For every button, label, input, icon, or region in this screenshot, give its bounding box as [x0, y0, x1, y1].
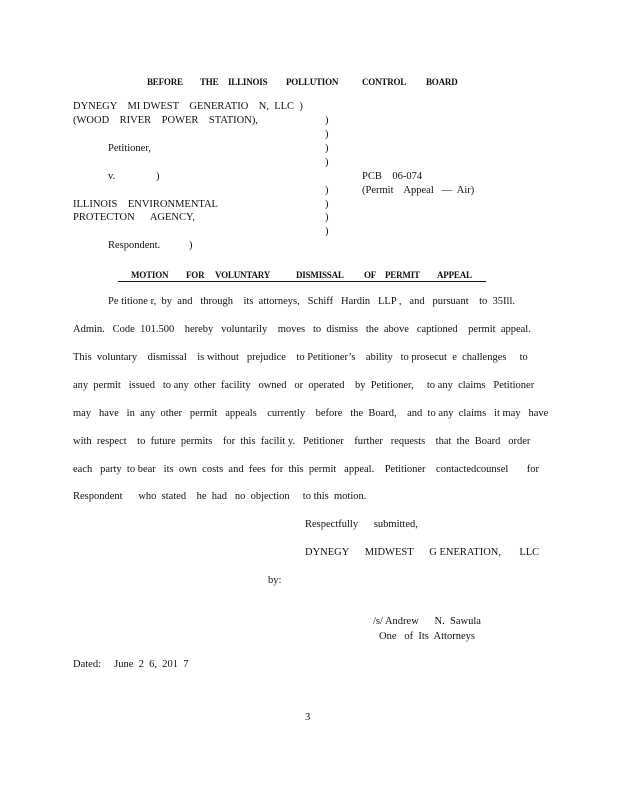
caption-paren: ): [325, 199, 329, 210]
caption-paren: ): [325, 226, 329, 237]
motion-title-word: FOR: [186, 270, 205, 280]
date-line: Dated: June 2 6, 201 7: [73, 659, 189, 670]
petitioner-name-line-1: DYNEGY MI DWEST GENERATIO N, LLC ): [73, 101, 303, 112]
petitioner-name-line-2: (WOOD RIVER POWER STATION),: [73, 115, 258, 126]
case-type: (Permit Appeal — Air): [362, 185, 475, 196]
page-number: 3: [305, 712, 311, 723]
motion-title-word: MOTION: [131, 270, 169, 280]
respondent-paren: ): [189, 240, 193, 251]
body-line: may have in any other permit appeals currently before the Board, and to any claims it may have: [73, 408, 549, 419]
body-line: with respect to future permits for this facilit y. Petitioner further requests that the Board order: [73, 436, 531, 447]
caption-paren: ): [325, 129, 329, 140]
header-before: BEFORE: [147, 77, 183, 87]
caption-paren: ): [325, 212, 329, 223]
caption-paren: ): [325, 143, 329, 154]
signature-party: DYNEGY MIDWEST G ENERATION, LLC: [305, 547, 540, 558]
signature-role: One of Its Attorneys: [379, 631, 475, 642]
body-line: Respondent who stated he had no objection to this motion.: [73, 491, 367, 502]
respondent-name-line-1: ILLINOIS ENVIRONMENTAL: [73, 199, 218, 210]
body-line: This voluntary dismissal is without prejudice to Petitioner’s ability to prosecut e challenges to: [73, 352, 528, 363]
header-illinois: ILLINOIS: [228, 77, 268, 87]
respondent-name-line-2: PROTECTON AGENCY,: [73, 212, 195, 223]
caption-paren: ): [325, 115, 329, 126]
signature-signer: /s/ Andrew N. Sawula: [373, 616, 481, 627]
caption-paren: ): [325, 185, 329, 196]
motion-title-word: DISMISSAL: [296, 270, 344, 280]
header-board: BOARD: [426, 77, 458, 87]
body-line: Admin. Code 101.500 hereby voluntarily moves to dismiss the above captioned permit appeal.: [73, 324, 531, 335]
header-control: CONTROL: [362, 77, 407, 87]
versus: v.: [108, 171, 116, 182]
body-line: each party to bear its own costs and fees for this permit appeal. Petitioner contactedcounsel for: [73, 464, 539, 475]
motion-title-word: OF: [364, 270, 377, 280]
body-line: Pe titione r, by and through its attorneys, Schiff Hardin LLP , and pursuant to 35Ill.: [108, 296, 515, 307]
header-the: THE: [200, 77, 219, 87]
motion-title-underline: [118, 281, 486, 282]
motion-title-word: APPEAL: [437, 270, 472, 280]
case-number: PCB 06-074: [362, 171, 423, 182]
petitioner-label: Petitioner,: [108, 143, 152, 154]
body-line: any permit issued to any other facility owned or operated by Petitioner, to any claims Petitioner: [73, 380, 535, 391]
caption-paren: ): [325, 157, 329, 168]
signature-by: by:: [268, 575, 282, 586]
signature-closing: Respectfully submitted,: [305, 519, 418, 530]
header-pollution: POLLUTION: [286, 77, 339, 87]
motion-title-word: PERMIT: [385, 270, 420, 280]
versus-paren: ): [156, 171, 160, 182]
motion-title-word: VOLUNTARY: [215, 270, 271, 280]
respondent-label: Respondent.: [108, 240, 161, 251]
